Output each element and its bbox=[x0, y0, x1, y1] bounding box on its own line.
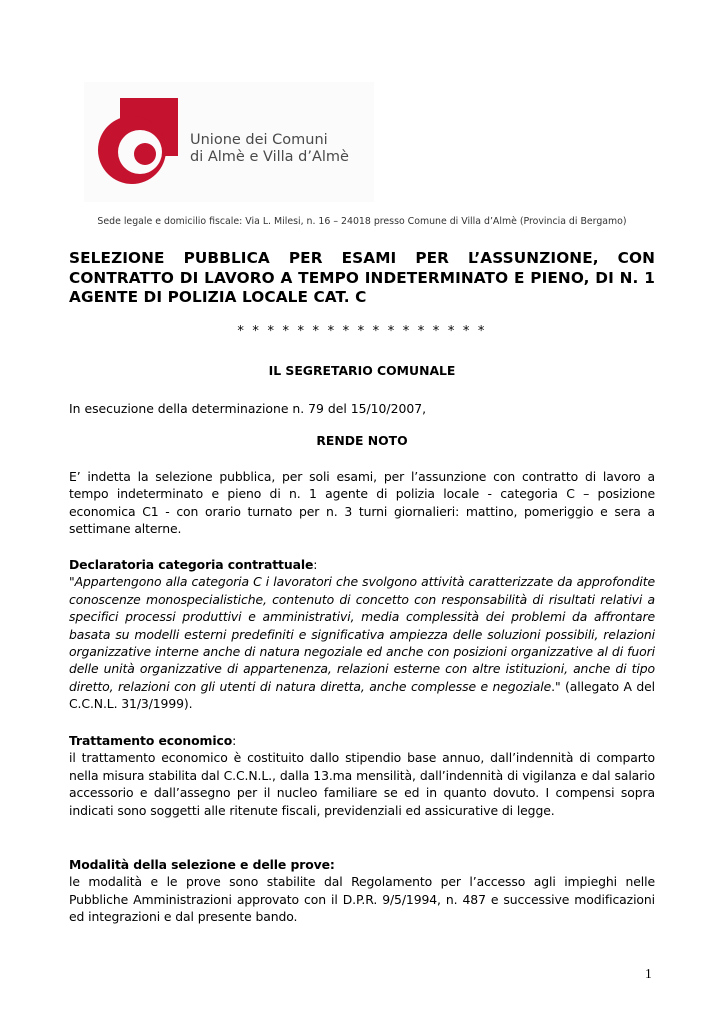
modalita-heading: Modalità della selezione e delle prove: bbox=[69, 857, 335, 872]
trattamento-heading: Trattamento economico bbox=[69, 733, 233, 748]
issuer-heading: IL SEGRETARIO COMUNALE bbox=[268, 363, 456, 378]
union-logo-icon bbox=[96, 98, 182, 190]
trattamento-section bbox=[69, 732, 655, 819]
declaratoria-quote: Appartengono alla categoria C i lavoratori che svolgono attività caratterizzate da approfondite conoscenze monospecialistiche, contenuto di concetto con responsabilità di risultati relativi a specifici processi produttivi e amministrativi, media complessità dei problemi da affrontare basata su modelli esterni predefiniti e significativa ampiezza delle soluzioni possibili, relazioni organizzative interne anche di natura negoziale ed anche con posizioni organizzative al di fuori delle unità organizzative di appartenenza, relazioni esterne con altre istituzioni, anche di tipo diretto, relazioni con gli utenti di natura diretta, anche complesse e negoziale bbox=[69, 574, 655, 694]
determination-reference: In esecuzione della determinazione n. 79 del 15/10/2007, bbox=[69, 401, 427, 416]
intro-paragraph: E’ indetta la selezione pubblica, per soli esami, per l’assunzione con contratto di lavoro a tempo indeterminato e pieno di n. 1 agente di polizia locale - categoria C – posizione economica C1 - con orario turnato per n. 3 turni giornalieri: mattino, pomeriggio e sera a settimane alterne. bbox=[69, 469, 655, 537]
trattamento-colon: : bbox=[232, 733, 237, 748]
declaratoria-colon: : bbox=[313, 557, 318, 572]
declaratoria-tail: ." (allegato A del C.C.N.L. 31/3/1999). bbox=[69, 678, 655, 712]
declaratoria-open-quote: " bbox=[69, 574, 75, 590]
document-title: SELEZIONE PUBBLICA PER ESAMI PER L’ASSUNZIONE, CON CONTRATTO DI LAVORO A TEMPO INDETERMINATO E PIENO, DI N. 1 AGENTE DI POLIZIA LOCALE CAT. C bbox=[69, 249, 655, 306]
declaratoria-heading: Declaratoria categoria contrattuale bbox=[69, 557, 314, 572]
page-number: 1 bbox=[645, 966, 652, 981]
modalita-body: le modalità e le prove sono stabilite dal Regolamento per l’accesso agli impieghi nelle Pubbliche Amministrazioni approvato con il D.P.R. 9/5/1994, n. 487 e successive modificazioni ed integrazioni e dal presente bando. bbox=[69, 874, 655, 925]
declaratoria-section bbox=[69, 556, 655, 713]
trattamento-body: il trattamento economico è costituito dallo stipendio base annuo, dall’indennità di comparto nella misura stabilita dal C.C.N.L., dalla 13.ma mensilità, dall’indennità di vigilanza e dal salario accessorio e dall’assegno per il nucleo familiare se ed in quanto dovuto. I compensi sopra indicati sono soggetti alle ritenute fiscali, previdenziali ed assicurative di legge. bbox=[69, 750, 655, 818]
org-name-line1: Unione dei Comuni bbox=[190, 132, 328, 148]
legal-address: Sede legale e domicilio fiscale: Via L. Milesi, n. 16 – 24018 presso Comune di Villa d’Almè (Provincia di Bergamo) bbox=[97, 216, 627, 227]
modalita-section bbox=[69, 856, 655, 926]
header-logo-area bbox=[84, 82, 374, 202]
org-name bbox=[190, 132, 349, 166]
rende-noto-heading: RENDE NOTO bbox=[316, 433, 408, 448]
separator: * * * * * * * * * * * * * * * * * bbox=[237, 324, 487, 339]
org-name-line2: di Almè e Villa d’Almè bbox=[190, 149, 349, 165]
